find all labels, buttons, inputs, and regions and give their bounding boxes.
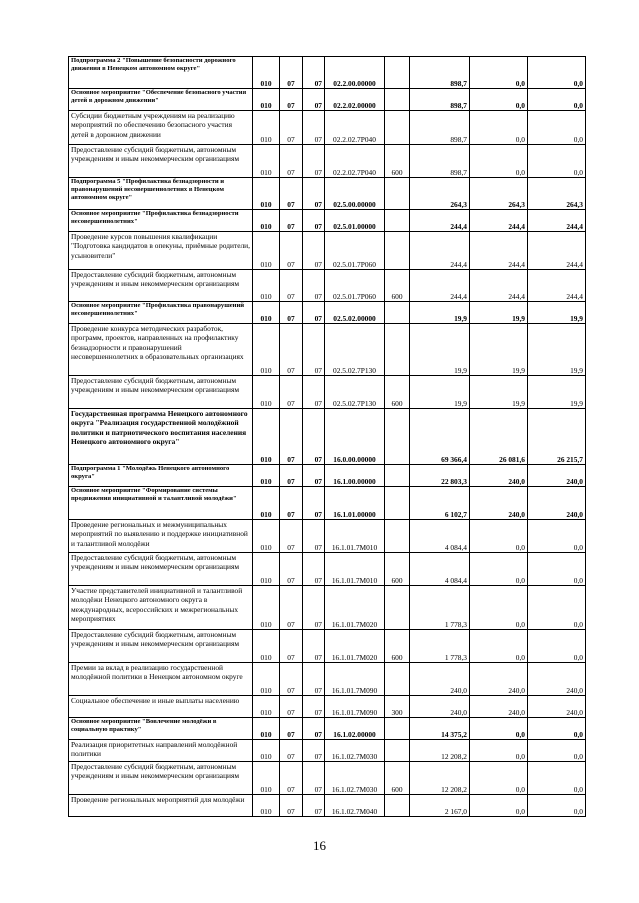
- ved-code-cell: 010: [253, 465, 280, 487]
- amount-year-3-cell: 0,0: [528, 795, 586, 817]
- table-row: [69, 487, 586, 520]
- section-code-cell: 07: [280, 553, 303, 586]
- ved-code-cell: 010: [253, 520, 280, 553]
- table-row: [69, 762, 586, 795]
- section-code-cell: 07: [280, 232, 303, 270]
- expense-type-cell: [385, 232, 410, 270]
- subsection-code-cell: 07: [303, 145, 325, 178]
- target-article-cell: 02.5.01.7Р060: [325, 270, 385, 302]
- amount-year-1-cell: 244,4: [410, 232, 470, 270]
- section-code-cell: 07: [280, 740, 303, 762]
- amount-year-2-cell: 264,3: [470, 178, 528, 210]
- table-row: [69, 740, 586, 762]
- target-article-cell: 16.1.00.00000: [325, 465, 385, 487]
- section-code-cell: 07: [280, 762, 303, 795]
- ved-code-cell: 010: [253, 270, 280, 302]
- row-name-cell: Премии за вклад в реализацию государственной молодёжной политики в Ненецком автономном округе: [69, 663, 253, 696]
- amount-year-3-cell: 0,0: [528, 762, 586, 795]
- table-row: [69, 376, 586, 409]
- amount-year-2-cell: 240,0: [470, 465, 528, 487]
- expense-type-cell: [385, 178, 410, 210]
- section-code-cell: 07: [280, 663, 303, 696]
- target-article-cell: 16.1.01.7М090: [325, 663, 385, 696]
- subsection-code-cell: 07: [303, 376, 325, 409]
- subsection-code-cell: 07: [303, 630, 325, 663]
- table-row: [69, 57, 586, 89]
- section-code-cell: 07: [280, 487, 303, 520]
- target-article-cell: 02.5.02.7Р130: [325, 324, 385, 376]
- table-row: [69, 409, 586, 465]
- subsection-code-cell: 07: [303, 465, 325, 487]
- expense-type-cell: [385, 409, 410, 465]
- subsection-code-cell: 07: [303, 210, 325, 232]
- section-code-cell: 07: [280, 111, 303, 145]
- amount-year-3-cell: 264,3: [528, 178, 586, 210]
- amount-year-2-cell: 0,0: [470, 795, 528, 817]
- target-article-cell: 16.1.02.7М030: [325, 740, 385, 762]
- amount-year-3-cell: 240,0: [528, 696, 586, 718]
- section-code-cell: 07: [280, 145, 303, 178]
- expense-type-cell: [385, 663, 410, 696]
- amount-year-1-cell: 898,7: [410, 89, 470, 111]
- row-name-cell: Проведение курсов повышения квалификации "Подготовка кандидатов в опекуны, приёмные родители, усыновители": [69, 232, 253, 270]
- table-row: [69, 232, 586, 270]
- amount-year-1-cell: 4 084,4: [410, 520, 470, 553]
- amount-year-2-cell: 0,0: [470, 57, 528, 89]
- subsection-code-cell: 07: [303, 270, 325, 302]
- amount-year-1-cell: 19,9: [410, 324, 470, 376]
- target-article-cell: 16.1.01.7М020: [325, 630, 385, 663]
- subsection-code-cell: 07: [303, 409, 325, 465]
- amount-year-3-cell: 0,0: [528, 586, 586, 630]
- table-row: [69, 520, 586, 553]
- amount-year-3-cell: 244,4: [528, 232, 586, 270]
- table-row: [69, 89, 586, 111]
- ved-code-cell: 010: [253, 718, 280, 740]
- target-article-cell: 16.1.02.00000: [325, 718, 385, 740]
- amount-year-3-cell: 0,0: [528, 740, 586, 762]
- amount-year-1-cell: 2 167,0: [410, 795, 470, 817]
- section-code-cell: 07: [280, 178, 303, 210]
- row-name-cell: Предоставление субсидий бюджетным, автономным учреждениям и иным некоммерческим организациям: [69, 553, 253, 586]
- amount-year-3-cell: 19,9: [528, 302, 586, 324]
- table-row: [69, 270, 586, 302]
- amount-year-2-cell: 0,0: [470, 718, 528, 740]
- ved-code-cell: 010: [253, 111, 280, 145]
- target-article-cell: 16.1.01.7М010: [325, 553, 385, 586]
- amount-year-2-cell: 240,0: [470, 663, 528, 696]
- table-row: [69, 145, 586, 178]
- amount-year-2-cell: 19,9: [470, 376, 528, 409]
- ved-code-cell: 010: [253, 232, 280, 270]
- subsection-code-cell: 07: [303, 178, 325, 210]
- expense-type-cell: 600: [385, 270, 410, 302]
- amount-year-3-cell: 244,4: [528, 270, 586, 302]
- expense-type-cell: 600: [385, 630, 410, 663]
- amount-year-2-cell: 0,0: [470, 553, 528, 586]
- budget-table-section: [68, 56, 585, 817]
- ved-code-cell: 010: [253, 89, 280, 111]
- section-code-cell: 07: [280, 630, 303, 663]
- ved-code-cell: 010: [253, 376, 280, 409]
- ved-code-cell: 010: [253, 324, 280, 376]
- amount-year-1-cell: 240,0: [410, 696, 470, 718]
- expense-type-cell: [385, 111, 410, 145]
- amount-year-1-cell: 19,9: [410, 302, 470, 324]
- ved-code-cell: 010: [253, 762, 280, 795]
- amount-year-1-cell: 19,9: [410, 376, 470, 409]
- subsection-code-cell: 07: [303, 520, 325, 553]
- ved-code-cell: 010: [253, 795, 280, 817]
- table-row: [69, 630, 586, 663]
- row-name-cell: Основное мероприятие "Обеспечение безопасного участия детей в дорожном движении": [69, 89, 253, 111]
- amount-year-2-cell: 244,4: [470, 210, 528, 232]
- target-article-cell: 02.5.02.00000: [325, 302, 385, 324]
- subsection-code-cell: 07: [303, 232, 325, 270]
- target-article-cell: 02.2.02.7Р040: [325, 145, 385, 178]
- expense-type-cell: [385, 465, 410, 487]
- row-name-cell: Проведение региональных мероприятий для молодёжи: [69, 795, 253, 817]
- row-name-cell: Проведение региональных и межмуниципальных мероприятий по выявлению и поддержке инициативной и талантливой молодёжи: [69, 520, 253, 553]
- ved-code-cell: 010: [253, 57, 280, 89]
- amount-year-1-cell: 1 778,3: [410, 586, 470, 630]
- amount-year-3-cell: 240,0: [528, 487, 586, 520]
- expense-type-cell: 600: [385, 553, 410, 586]
- expense-type-cell: [385, 89, 410, 111]
- target-article-cell: 02.2.00.00000: [325, 57, 385, 89]
- table-row: [69, 324, 586, 376]
- table-row: [69, 795, 586, 817]
- amount-year-1-cell: 12 208,2: [410, 740, 470, 762]
- table-row: [69, 586, 586, 630]
- amount-year-3-cell: 0,0: [528, 111, 586, 145]
- table-row: [69, 210, 586, 232]
- row-name-cell: Субсидии бюджетным учреждениям на реализацию мероприятий по обеспечению безопасного участия детей в дорожном движении: [69, 111, 253, 145]
- target-article-cell: 02.2.02.7Р040: [325, 111, 385, 145]
- table-row: [69, 302, 586, 324]
- section-code-cell: 07: [280, 520, 303, 553]
- amount-year-1-cell: 22 803,3: [410, 465, 470, 487]
- section-code-cell: 07: [280, 795, 303, 817]
- amount-year-2-cell: 0,0: [470, 762, 528, 795]
- amount-year-1-cell: 898,7: [410, 145, 470, 178]
- amount-year-3-cell: 0,0: [528, 630, 586, 663]
- ved-code-cell: 010: [253, 178, 280, 210]
- target-article-cell: 16.1.01.7М020: [325, 586, 385, 630]
- row-name-cell: Проведение конкурса методических разработок, программ, проектов, направленных на профилактику безнадзорности и правонарушений несовершеннолетних в образовательных организациях: [69, 324, 253, 376]
- expense-type-cell: [385, 795, 410, 817]
- amount-year-1-cell: 69 366,4: [410, 409, 470, 465]
- target-article-cell: 16.1.01.00000: [325, 487, 385, 520]
- target-article-cell: 02.5.02.7Р130: [325, 376, 385, 409]
- budget-table: [68, 56, 586, 817]
- expense-type-cell: [385, 324, 410, 376]
- amount-year-3-cell: 240,0: [528, 663, 586, 696]
- row-name-cell: Основное мероприятие "Вовлечение молодёжи в социальную практику": [69, 718, 253, 740]
- expense-type-cell: [385, 57, 410, 89]
- amount-year-2-cell: 0,0: [470, 586, 528, 630]
- section-code-cell: 07: [280, 210, 303, 232]
- section-code-cell: 07: [280, 465, 303, 487]
- section-code-cell: 07: [280, 89, 303, 111]
- section-code-cell: 07: [280, 302, 303, 324]
- expense-type-cell: 300: [385, 696, 410, 718]
- table-row: [69, 465, 586, 487]
- subsection-code-cell: 07: [303, 586, 325, 630]
- page-number: 16: [313, 838, 326, 853]
- subsection-code-cell: 07: [303, 696, 325, 718]
- amount-year-2-cell: 0,0: [470, 89, 528, 111]
- amount-year-2-cell: 19,9: [470, 324, 528, 376]
- ved-code-cell: 010: [253, 210, 280, 232]
- amount-year-2-cell: 26 081,6: [470, 409, 528, 465]
- expense-type-cell: [385, 520, 410, 553]
- amount-year-3-cell: 244,4: [528, 210, 586, 232]
- amount-year-3-cell: 0,0: [528, 718, 586, 740]
- amount-year-2-cell: 244,4: [470, 232, 528, 270]
- expense-type-cell: [385, 586, 410, 630]
- row-name-cell: Основное мероприятие "Профилактика правонарушений несовершеннолетних": [69, 302, 253, 324]
- section-code-cell: 07: [280, 696, 303, 718]
- row-name-cell: Предоставление субсидий бюджетным, автономным учреждениям и иным некоммерческим организациям: [69, 145, 253, 178]
- expense-type-cell: [385, 740, 410, 762]
- target-article-cell: 16.0.00.00000: [325, 409, 385, 465]
- subsection-code-cell: 07: [303, 762, 325, 795]
- target-article-cell: 16.1.01.7М090: [325, 696, 385, 718]
- row-name-cell: Социальное обеспечение и иные выплаты населению: [69, 696, 253, 718]
- amount-year-1-cell: 4 084,4: [410, 553, 470, 586]
- amount-year-1-cell: 264,3: [410, 178, 470, 210]
- row-name-cell: Реализация приоритетных направлений молодёжной политики: [69, 740, 253, 762]
- row-name-cell: Предоставление субсидий бюджетным, автономным учреждениям и иным некоммерческим организациям: [69, 376, 253, 409]
- amount-year-3-cell: 0,0: [528, 57, 586, 89]
- target-article-cell: 16.1.01.7М010: [325, 520, 385, 553]
- subsection-code-cell: 07: [303, 718, 325, 740]
- subsection-code-cell: 07: [303, 111, 325, 145]
- amount-year-2-cell: 244,4: [470, 270, 528, 302]
- amount-year-1-cell: 898,7: [410, 57, 470, 89]
- table-row: [69, 696, 586, 718]
- subsection-code-cell: 07: [303, 553, 325, 586]
- row-name-cell: Основное мероприятие "Формирование системы продвижения инициативной и талантливой молодёжи": [69, 487, 253, 520]
- amount-year-1-cell: 12 208,2: [410, 762, 470, 795]
- target-article-cell: 02.5.00.00000: [325, 178, 385, 210]
- subsection-code-cell: 07: [303, 89, 325, 111]
- row-name-cell: Подпрограмма 1 "Молодёжь Ненецкого автономного округа": [69, 465, 253, 487]
- table-body: [69, 57, 586, 817]
- amount-year-3-cell: 19,9: [528, 376, 586, 409]
- subsection-code-cell: 07: [303, 663, 325, 696]
- ved-code-cell: 010: [253, 302, 280, 324]
- table-row: [69, 663, 586, 696]
- amount-year-1-cell: 240,0: [410, 663, 470, 696]
- expense-type-cell: [385, 718, 410, 740]
- subsection-code-cell: 07: [303, 740, 325, 762]
- target-article-cell: 02.5.01.00000: [325, 210, 385, 232]
- amount-year-2-cell: 240,0: [470, 487, 528, 520]
- subsection-code-cell: 07: [303, 302, 325, 324]
- target-article-cell: 16.1.02.7М030: [325, 762, 385, 795]
- expense-type-cell: [385, 302, 410, 324]
- subsection-code-cell: 07: [303, 487, 325, 520]
- ved-code-cell: 010: [253, 740, 280, 762]
- ved-code-cell: 010: [253, 487, 280, 520]
- amount-year-3-cell: 26 215,7: [528, 409, 586, 465]
- amount-year-2-cell: 240,0: [470, 696, 528, 718]
- section-code-cell: 07: [280, 324, 303, 376]
- section-code-cell: 07: [280, 270, 303, 302]
- subsection-code-cell: 07: [303, 795, 325, 817]
- amount-year-2-cell: 0,0: [470, 630, 528, 663]
- amount-year-1-cell: 244,4: [410, 210, 470, 232]
- amount-year-1-cell: 14 375,2: [410, 718, 470, 740]
- subsection-code-cell: 07: [303, 324, 325, 376]
- amount-year-1-cell: 898,7: [410, 111, 470, 145]
- ved-code-cell: 010: [253, 586, 280, 630]
- ved-code-cell: 010: [253, 409, 280, 465]
- expense-type-cell: 600: [385, 762, 410, 795]
- section-code-cell: 07: [280, 376, 303, 409]
- row-name-cell: Предоставление субсидий бюджетным, автономным учреждениям и иным некоммерческим организациям: [69, 270, 253, 302]
- table-row: [69, 178, 586, 210]
- amount-year-2-cell: 0,0: [470, 111, 528, 145]
- amount-year-3-cell: 19,9: [528, 324, 586, 376]
- ved-code-cell: 010: [253, 696, 280, 718]
- amount-year-1-cell: 244,4: [410, 270, 470, 302]
- section-code-cell: 07: [280, 586, 303, 630]
- section-code-cell: 07: [280, 409, 303, 465]
- amount-year-3-cell: 0,0: [528, 89, 586, 111]
- section-code-cell: 07: [280, 718, 303, 740]
- amount-year-2-cell: 0,0: [470, 145, 528, 178]
- expense-type-cell: [385, 210, 410, 232]
- expense-type-cell: 600: [385, 145, 410, 178]
- ved-code-cell: 010: [253, 630, 280, 663]
- row-name-cell: Государственная программа Ненецкого автономного округа "Реализация государственной молодёжной политики и патриотического воспитания населения Ненецкого автономного округа": [69, 409, 253, 465]
- amount-year-2-cell: 0,0: [470, 520, 528, 553]
- target-article-cell: 02.2.02.00000: [325, 89, 385, 111]
- amount-year-3-cell: 0,0: [528, 145, 586, 178]
- amount-year-2-cell: 0,0: [470, 740, 528, 762]
- subsection-code-cell: 07: [303, 57, 325, 89]
- row-name-cell: Предоставление субсидий бюджетным, автономным учреждениям и иным некоммерческим организациям: [69, 630, 253, 663]
- table-row: [69, 553, 586, 586]
- table-row: [69, 718, 586, 740]
- ved-code-cell: 010: [253, 145, 280, 178]
- amount-year-3-cell: 0,0: [528, 520, 586, 553]
- row-name-cell: Предоставление субсидий бюджетным, автономным учреждениям и иным некоммерческим организациям: [69, 762, 253, 795]
- amount-year-3-cell: 0,0: [528, 553, 586, 586]
- target-article-cell: 16.1.02.7М040: [325, 795, 385, 817]
- ved-code-cell: 010: [253, 663, 280, 696]
- amount-year-1-cell: 6 102,7: [410, 487, 470, 520]
- row-name-cell: Подпрограмма 2 "Повышение безопасности дорожного движения в Ненецком автономном округе": [69, 57, 253, 89]
- amount-year-2-cell: 19,9: [470, 302, 528, 324]
- target-article-cell: 02.5.01.7Р060: [325, 232, 385, 270]
- table-row: [69, 111, 586, 145]
- section-code-cell: 07: [280, 57, 303, 89]
- amount-year-3-cell: 240,0: [528, 465, 586, 487]
- amount-year-1-cell: 1 778,3: [410, 630, 470, 663]
- ved-code-cell: 010: [253, 553, 280, 586]
- row-name-cell: Участие представителей инициативной и талантливой молодёжи Ненецкого автономного округа в международных, всероссийских и межрегиональных мероприятиях: [69, 586, 253, 630]
- expense-type-cell: [385, 487, 410, 520]
- expense-type-cell: 600: [385, 376, 410, 409]
- row-name-cell: Подпрограмма 5 "Профилактика безнадзорности и правонарушений несовершеннолетних в Ненецком автономном округе": [69, 178, 253, 210]
- row-name-cell: Основное мероприятие "Профилактика безнадзорности несовершеннолетних": [69, 210, 253, 232]
